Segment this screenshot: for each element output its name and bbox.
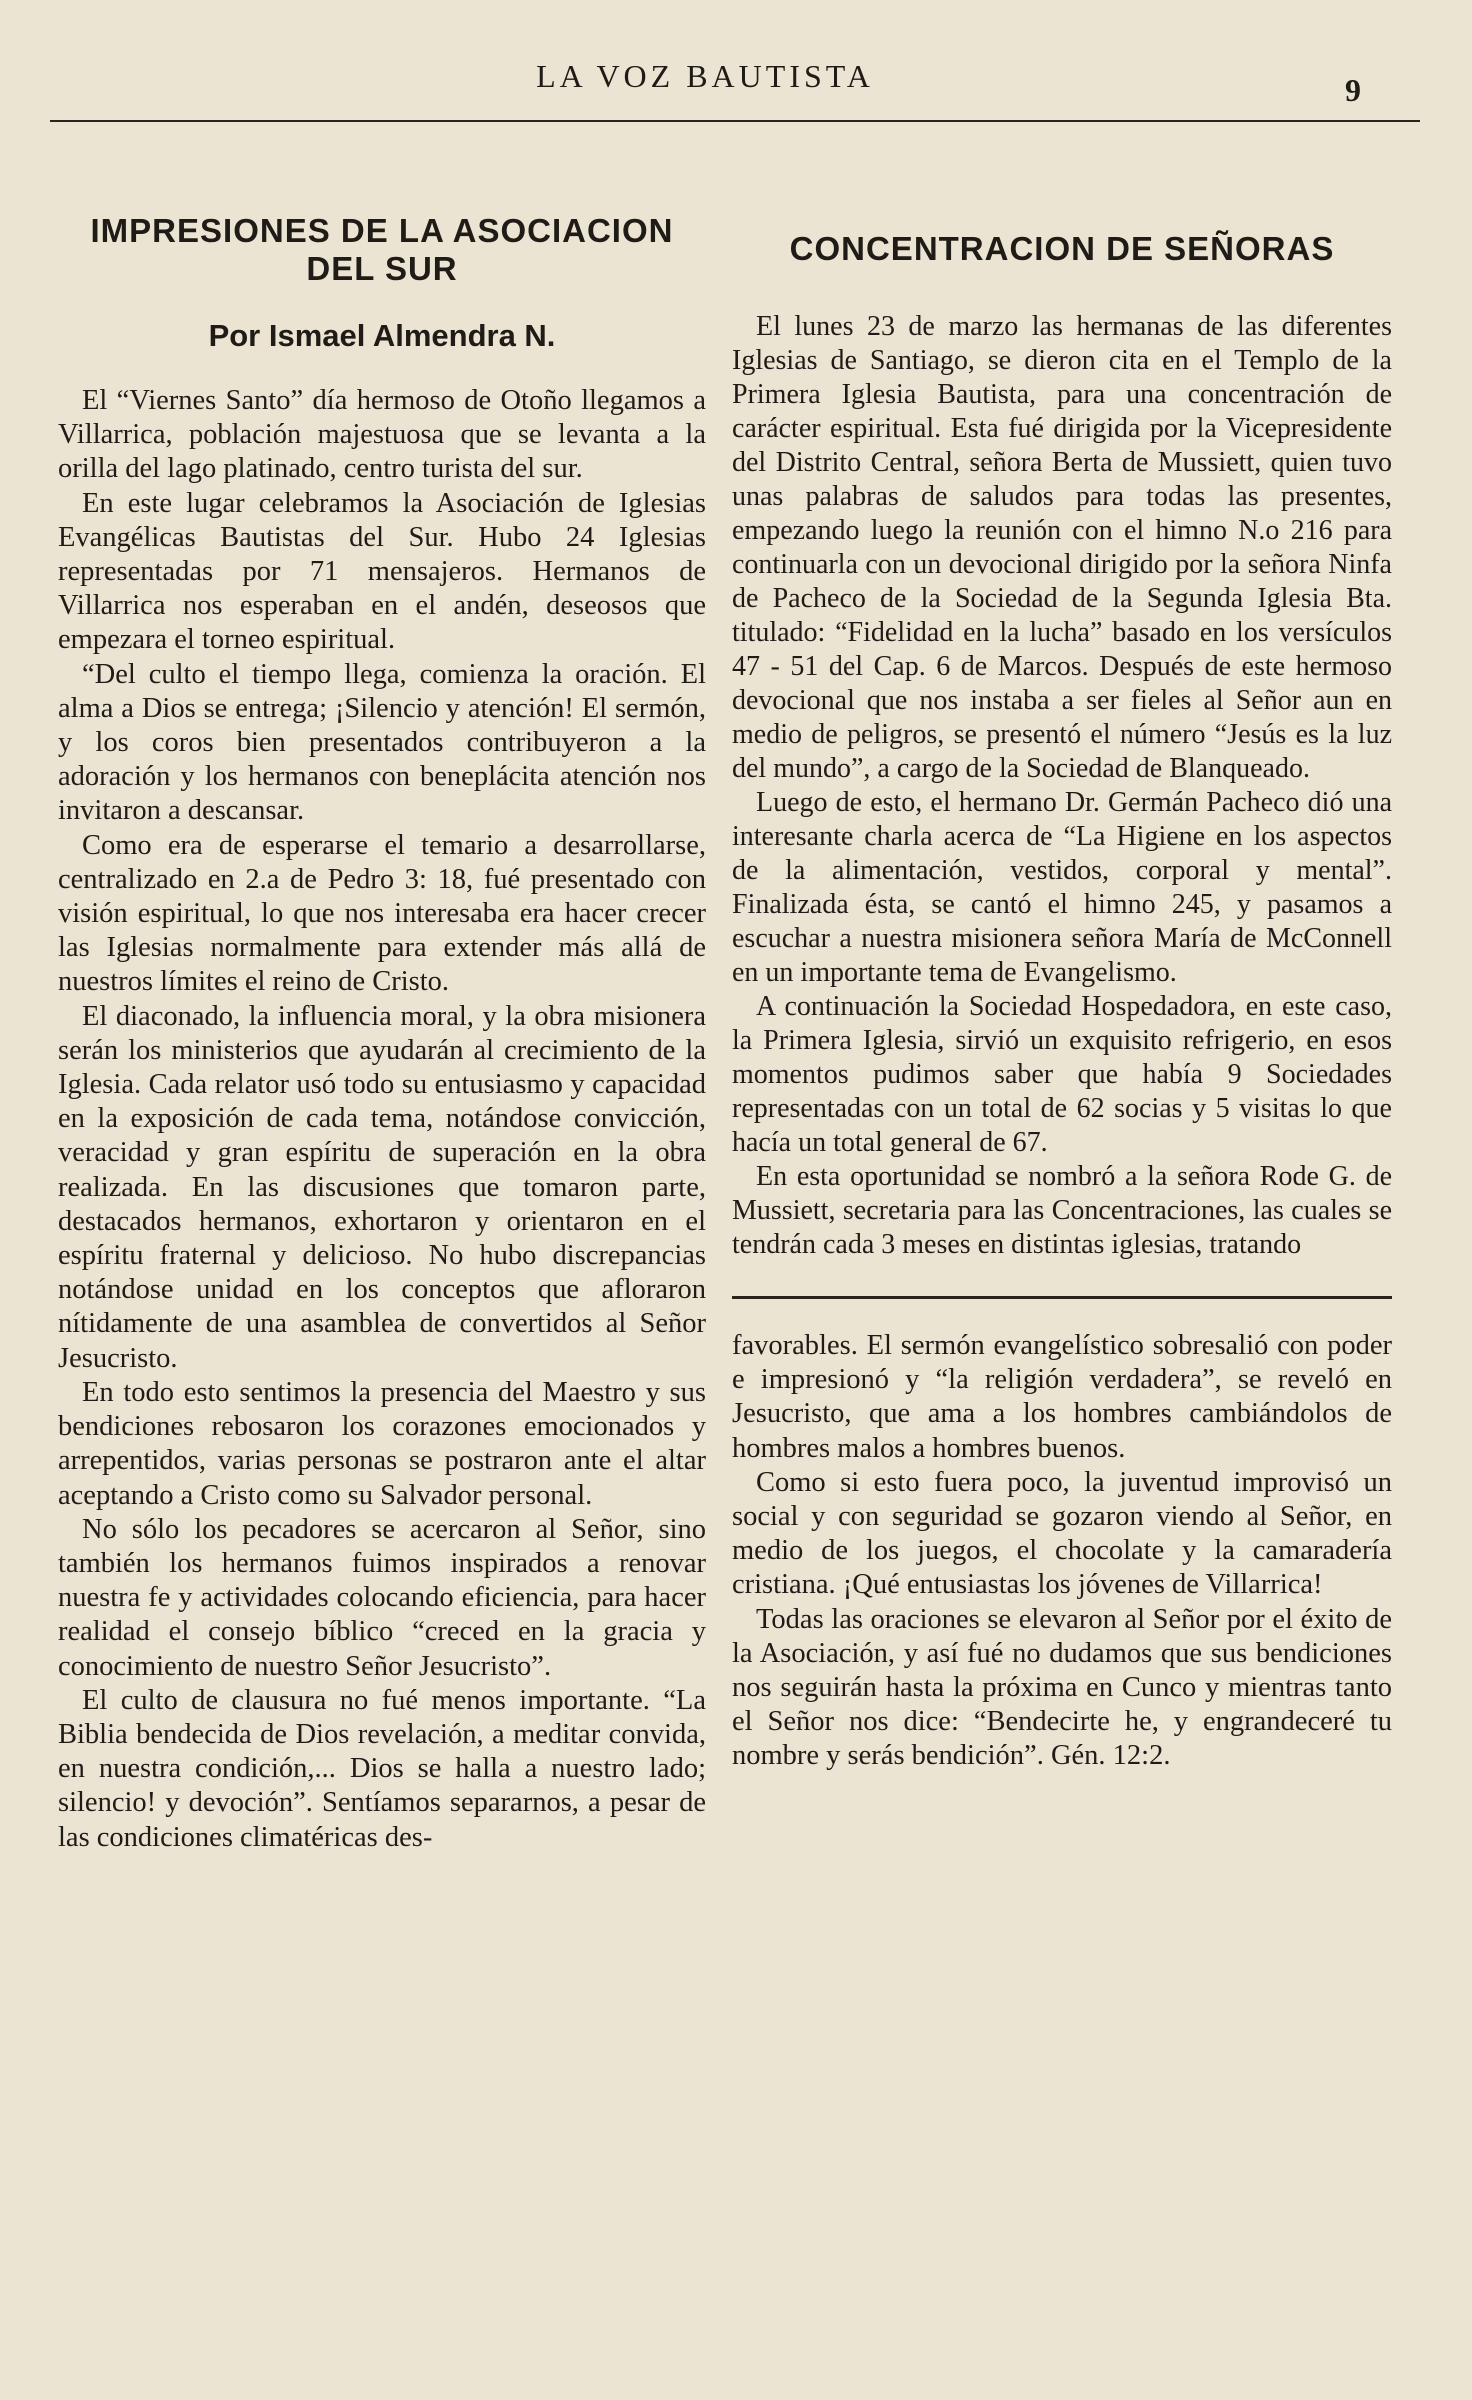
- paragraph: El “Viernes Santo” día hermoso de Otoño llegamos a Villarrica, población majestuosa que se levanta a la orilla del lago platinado, centro turista del sur.: [58, 385, 706, 485]
- page-number: 9: [1345, 72, 1361, 108]
- paragraph: No sólo los pecadores se acercaron al Señor, sino también los hermanos fuimos inspirados a renovar nuestra fe y actividades colocando eficiencia, para hacer realidad el consejo bíblico “creced en la gracia y conocimiento de nuestro Señor Jesucristo”.: [58, 1513, 706, 1682]
- paragraph: Todas las oraciones se elevaron al Señor por el éxito de la Asociación, y así fué no dudamos que sus bendiciones nos seguirán hasta la próxima en Cunco y mientras tanto el Señor nos dice: “Bendecirte he, y engrandeceré tu nombre y serás bendición”. Gén. 12:2.: [732, 1603, 1392, 1772]
- paragraph: Como era de esperarse el temario a desarrollarse, centralizado en 2.a de Pedro 3: 18, fué presentado con visión espiritual, lo que nos interesaba era hacer crecer las Iglesias normalmente para extender más allá de nuestros límites el reino de Cristo.: [58, 829, 706, 998]
- paragraph: Como si esto fuera poco, la juventud improvisó un social y con seguridad se gozaron viendo al Señor, en medio de los juegos, el chocolate y la camaradería cristiana. ¡Qué entusiastas los jóvenes de Villarrica!: [732, 1466, 1392, 1601]
- paragraph: En todo esto sentimos la presencia del Maestro y sus bendiciones rebosaron los corazones emocionados y arrepentidos, varias personas se postraron ante el altar aceptando a Cristo como su Salvador personal.: [58, 1376, 706, 1511]
- paragraph: El culto de clausura no fué menos importante. “La Biblia bendecida de Dios revelación, a meditar convida, en nuestra condición,... Dios se halla a nuestro lado; silencio! y devoción”. Sentíamos separarnos, a pesar de las condiciones climatéricas des-: [58, 1684, 706, 1853]
- article-title-concentracion: CONCENTRACION DE SEÑORAS: [789, 230, 1335, 267]
- paragraph: En este lugar celebramos la Asociación de Iglesias Evangélicas Bautistas del Sur. Hubo 24 Iglesias representadas por 71 mensajeros. Hermanos de Villarrica nos esperaban en el andén, deseosos que empezara el torneo espiritual.: [58, 487, 706, 656]
- paragraph: El diaconado, la influencia moral, y la obra misionera serán los ministerios que ayudarán al crecimiento de la Iglesia. Cada relator usó todo su entusiasmo y capacidad en la exposición de cada tema, notándose convicción, veracidad y gran espíritu de superación en la obra realizada. En las discusiones que tomaron parte, destacados hermanos, exhortaron y orientaron en el espíritu fraternal y delicioso. No hubo discrepancias notándose unidad en los conceptos que afloraron nítidamente de una asamblea de convertidos al Señor Jesucristo.: [58, 1000, 706, 1374]
- article-byline: Por Ismael Almendra N.: [208, 318, 556, 353]
- paragraph: Luego de esto, el hermano Dr. Germán Pacheco dió una interesante charla acerca de “La Higiene en los aspectos de la alimentación, vestidos, corporal y mental”. Finalizada ésta, se cantó el himno 245, y pasamos a escuchar a nuestra misionera señora María de McConnell en un importante tema de Evangelismo.: [732, 787, 1392, 988]
- header-rule: [50, 120, 1420, 122]
- right-column: [732, 212, 1392, 1774]
- paragraph: En esta oportunidad se nombró a la señora Rode G. de Mussiett, secretaria para las Concentraciones, las cuales se tendrán cada 3 meses en distintas iglesias, tratando: [732, 1161, 1392, 1260]
- running-title: LA VOZ BAUTISTA: [536, 58, 874, 94]
- left-column: [58, 212, 706, 1855]
- article-title-asociacion: IMPRESIONES DE LA ASOCIACION DEL SUR: [90, 212, 674, 287]
- paragraph: “Del culto el tiempo llega, comienza la oración. El alma a Dios se entrega; ¡Silencio y atención! El sermón, y los coros bien presentados contribuyeron a la adoración y los hermanos con beneplácita atención nos invitaron a descansar.: [58, 658, 706, 827]
- column-divider: [732, 1296, 1392, 1299]
- continuation-block: [732, 1329, 1392, 1774]
- paragraph: El lunes 23 de marzo las hermanas de las diferentes Iglesias de Santiago, se dieron cita en el Templo de la Primera Iglesia Bautista, para una concentración de carácter espiritual. Esta fué dirigida por la Vicepresidente del Distrito Central, señora Berta de Mussiett, quien tuvo unas palabras de saludos para todas las presentes, empezando luego la reunión con el himno N.o 216 para continuarla con un devocional dirigido por la señora Ninfa de Pacheco de la Sociedad de la Segunda Iglesia Bta. titulado: “Fidelidad en la lucha” basado en los versículos 47 - 51 del Cap. 6 de Marcos. Después de este hermoso devocional que nos instaba a ser fieles al Señor aun en medio de peligros, se presentó el número “Jesús es la luz del mundo”, a cargo de la Sociedad de Blanqueado.: [732, 311, 1392, 784]
- paragraph: favorables. El sermón evangelístico sobresalió con poder e impresionó y “la religión verdadera”, se reveló en Jesucristo, que ama a los hombres cambiándolos de hombres malos a hombres buenos.: [732, 1330, 1392, 1464]
- paragraph: A continuación la Sociedad Hospedadora, en este caso, la Primera Iglesia, sirvió un exquisito refrigerio, en esos momentos pudimos saber que había 9 Sociedades representadas con un total de 62 socias y 5 visitas lo que hacía un total general de 67.: [732, 991, 1392, 1158]
